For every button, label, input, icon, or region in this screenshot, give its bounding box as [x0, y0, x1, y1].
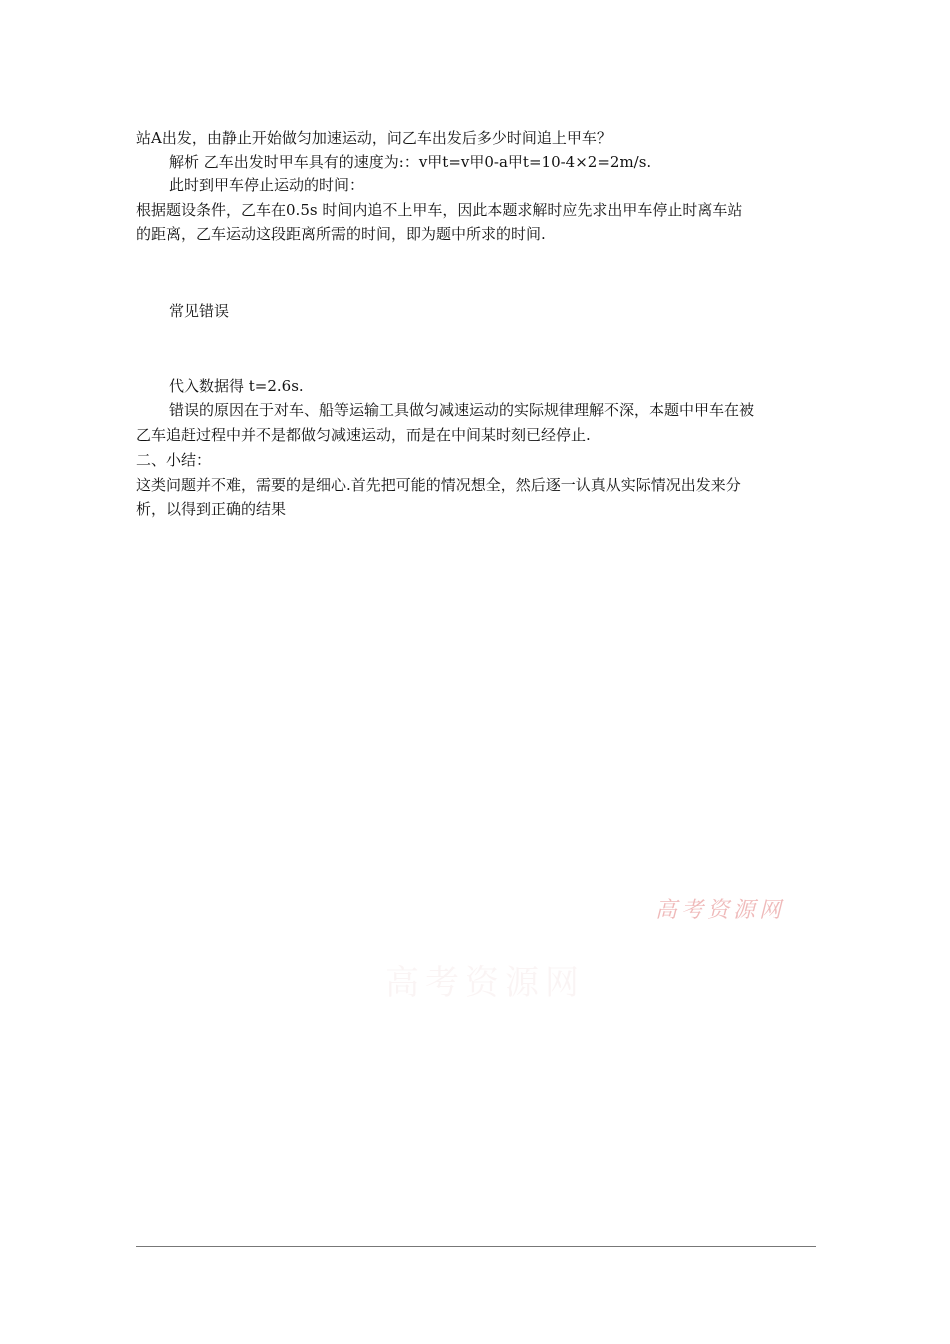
watermark-logo: 高考资源网: [655, 898, 786, 923]
watermark-faint-logo: 高考资源网: [385, 963, 585, 1003]
substitution-line: 代入数据得 t=2.6s.: [169, 377, 304, 395]
analysis-line-1: 根据题设条件，乙车在0.5s 时间内追不上甲车，因此本题求解时应先求出甲车停止时离车站: [136, 201, 743, 219]
stop-time-line: 此时到甲车停止运动的时间：: [169, 176, 365, 194]
common-mistake-heading: 常见错误: [169, 302, 230, 320]
summary-heading: 二、小结：: [136, 451, 212, 469]
analysis-line-2: 的距离，乙车运动这段距离所需的时间，即为题中所求的时间.: [136, 225, 546, 243]
error-reason-line-2: 乙车追赶过程中并不是都做匀减速运动，而是在中间某时刻已经停止.: [136, 426, 591, 444]
solution-intro-line: 解析 乙车出发时甲车具有的速度为:：v甲t=v甲0-a甲t=10-4×2=2m/s.: [169, 153, 652, 171]
error-reason-line-1: 错误的原因在于对车、船等运输工具做匀减速运动的实际规律理解不深，本题中甲车在被: [169, 401, 755, 419]
problem-text-line: 站A出发，由静止开始做匀加速运动，问乙车出发后多少时间追上甲车？: [136, 129, 612, 147]
footer-divider: [136, 1246, 816, 1247]
summary-line-2: 析，以得到正确的结果: [136, 500, 287, 518]
summary-line-1: 这类问题并不难，需要的是细心.首先把可能的情况想全，然后逐一认真从实际情况出发来分: [136, 476, 741, 494]
